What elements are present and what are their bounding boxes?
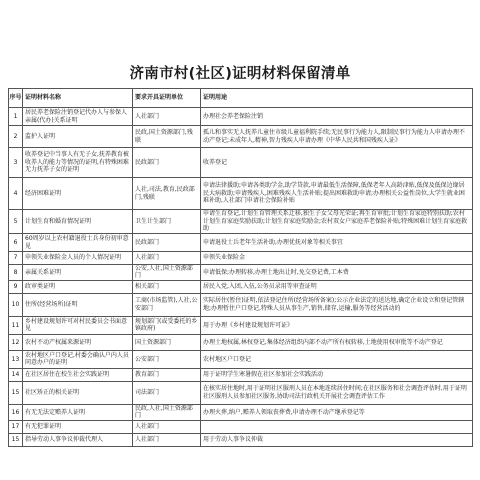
- row-issuing-unit: 民政部门: [133, 234, 201, 252]
- row-issuing-unit: 司法部门: [133, 381, 201, 404]
- row-material-name: 农村地区户口登记,村委会确认户内人员同意办户的证明: [23, 350, 133, 368]
- row-number: 4: [9, 178, 23, 210]
- row-number: 15: [9, 381, 23, 404]
- table-row: [9, 148, 473, 178]
- row-material-name: 监护人证明: [23, 126, 133, 148]
- row-material-name: 农村不动产权属来源证明: [23, 334, 133, 350]
- row-issuing-unit: 相关部门: [133, 280, 201, 293]
- row-number: 2: [9, 126, 23, 148]
- row-purpose: 办理火葬,纳户,赡养人领取丧葬费,申请办理不动产继承登记等: [201, 404, 473, 420]
- table-row: [9, 108, 473, 126]
- row-number: 1: [9, 108, 23, 126]
- table-row: [9, 252, 473, 265]
- row-number: 3: [9, 148, 23, 178]
- row-issuing-unit: 公安,人社,国土资源部门: [133, 265, 201, 281]
- table-row: [9, 381, 473, 404]
- row-purpose: [201, 420, 473, 433]
- row-purpose: 申请生育登记,计划生育管理关系迁移,独生子女父母光荣证;再生育审批;计划生育家庭特别扶助;农村计划生育家庭奖励扶助;计划生育家庭奖励金;农村双女户家庭养老保险补贴;特殊困难计划生育家庭救助: [201, 210, 473, 234]
- row-purpose: 办理土地权属,林权登记,集体经济组织内部不动产所有权转移,土地使用权审批等不动产登记: [201, 334, 473, 350]
- row-purpose: 申请法律援助;申请各类助学金,助学贷款,申请最低生活保障,低保老年人高龄津贴,低保及低保边缘居民大病救助;申请残疾人,困难残疾人生活补贴;提出困难救助申请;办理相关公益性岗位,大学生就业困难补助,人社部门申请社会保险补贴: [201, 178, 473, 210]
- row-purpose: 居民入党,入团,入伍,公务员录用等审查证明: [201, 280, 473, 293]
- row-material-name: 社区矫正的相关证明: [23, 381, 133, 404]
- table-row: [9, 368, 473, 381]
- table-row: [9, 316, 473, 334]
- row-purpose: 在核实居住地时,用于证明社区服刑人员在本地连续居住时间;在社区服务和社会调查评估时,用于证明社区服刑人员参加社区服务,协助司法行政机关开展社会调查评估工作: [201, 381, 473, 404]
- row-material-name: 住所(经营场所)证明: [23, 293, 133, 316]
- table-row: [9, 265, 473, 281]
- row-material-name: 亲属关系证明: [23, 265, 133, 281]
- table-row: [9, 404, 473, 420]
- row-issuing-unit: 人社部门: [133, 420, 201, 433]
- row-purpose: 申请低保;办理转移,办理土地出让时,免交登记费,工本费: [201, 265, 473, 281]
- table-row: [9, 210, 473, 234]
- row-purpose: 孤儿和事实无人抚养儿童住市级儿童福利院手续;无民事行为能力人,限制民事行为能力人申请办理不动产登记;未成年人,精神,智力残疾人申请办理《中华人民共和国残疾人证》: [201, 126, 473, 148]
- row-material-name: 经济困难证明: [23, 178, 133, 210]
- header-purpose: 证明用途: [201, 89, 473, 108]
- row-material-name: 有无无法定赡养人证明: [23, 404, 133, 420]
- row-issuing-unit: 人社部门: [133, 252, 201, 265]
- table-row: [9, 234, 473, 252]
- table-row: [9, 293, 473, 316]
- row-issuing-unit: 国土资源部门: [133, 334, 201, 350]
- row-issuing-unit: 人社,司法,教育,民政部门,残联: [133, 178, 201, 210]
- row-number: 6: [9, 234, 23, 252]
- row-issuing-unit: 规划部门(或受委托的乡镇政府): [133, 316, 201, 334]
- row-issuing-unit: 民政,人社,国土资源部门: [133, 404, 201, 420]
- row-material-name: 在社区居住在校生社会实践证明: [23, 368, 133, 381]
- row-issuing-unit: 工商(市场监管),人社,公安部门: [133, 293, 201, 316]
- row-purpose: 用于证明学生寒暑假在社区参加社会实践活动: [201, 368, 473, 381]
- row-number: 5: [9, 210, 23, 234]
- table-header-row: [9, 89, 473, 108]
- row-purpose: 收养登记: [201, 148, 473, 178]
- row-material-name: 乡村建设规划许可对村民委员会书面意见: [23, 316, 133, 334]
- row-number: 7: [9, 252, 23, 265]
- row-issuing-unit: 人社部门: [133, 433, 201, 446]
- document-title: 济南市村(社区)证明材料保留清单: [129, 66, 351, 82]
- row-purpose: 办理社会养老保险注销: [201, 108, 473, 126]
- row-issuing-unit: 教育部门: [133, 368, 201, 381]
- row-number: 14: [9, 368, 23, 381]
- header-material-name: 证明材料名称: [23, 89, 133, 108]
- row-material-name: 60周岁以上农村籍退役士兵身份初审意见: [23, 234, 133, 252]
- header-number: 序号: [9, 89, 23, 108]
- row-number: 11: [9, 316, 23, 334]
- row-number: 15: [9, 433, 23, 446]
- row-purpose: 申请退役士兵老年生活补助,办理优抚对象等相关事宜: [201, 234, 473, 252]
- row-number: 17: [9, 420, 23, 433]
- row-issuing-unit: 人社部门: [133, 108, 201, 126]
- row-issuing-unit: 民政部门: [133, 148, 201, 178]
- row-purpose: 实际居住(暂住)证明,依法登记住所(经营场所备案);公示企业法定的送达地,确定企业设立和登记管辖地;办理暂住户口登记,特殊人员从事生产,销售,储存,运输,服务等经营活动的: [201, 293, 473, 316]
- row-number: 8: [9, 265, 23, 281]
- row-purpose: 农村地区户口登记: [201, 350, 473, 368]
- row-issuing-unit: 卫生计生部门: [133, 210, 201, 234]
- table-row: [9, 126, 473, 148]
- row-purpose: 申领失业保险金: [201, 252, 473, 265]
- row-number: 9: [9, 280, 23, 293]
- row-material-name: 计划生育和婚育情况证明: [23, 210, 133, 234]
- row-material-name: 居民养老保险注销登记代办人与参保人亲属(代办)关系证明: [23, 108, 133, 126]
- row-number: 12: [9, 334, 23, 350]
- table-row: [9, 334, 473, 350]
- table-row: [9, 280, 473, 293]
- row-number: 16: [9, 404, 23, 420]
- table-row: [9, 178, 473, 210]
- row-number: 10: [9, 293, 23, 316]
- row-material-name: 有无犯罪证明: [23, 420, 133, 433]
- row-purpose: 用于办理《乡村建设规划许可证》: [201, 316, 473, 334]
- row-number: 13: [9, 350, 23, 368]
- row-material-name: 指导劳动人事争议仲裁代理人: [23, 433, 133, 446]
- table-row: [9, 350, 473, 368]
- header-issuing-unit: 要求开具证明单位: [133, 89, 201, 108]
- row-issuing-unit: 公安部门: [133, 350, 201, 368]
- certificate-list-table: [8, 88, 473, 447]
- row-issuing-unit: 民政,国土资源部门,残联: [133, 126, 201, 148]
- row-material-name: 政审类证明: [23, 280, 133, 293]
- table-row: [9, 433, 473, 446]
- row-material-name: 申领失业保险金人员的个人情况证明: [23, 252, 133, 265]
- row-material-name: 收养登记中当事人有无子女,抚养教育被收养人的能力等情况的证明,有特殊困难无力抚养子女的证明: [23, 148, 133, 178]
- row-purpose: 用于劳动人事争议仲裁: [201, 433, 473, 446]
- table-row: [9, 420, 473, 433]
